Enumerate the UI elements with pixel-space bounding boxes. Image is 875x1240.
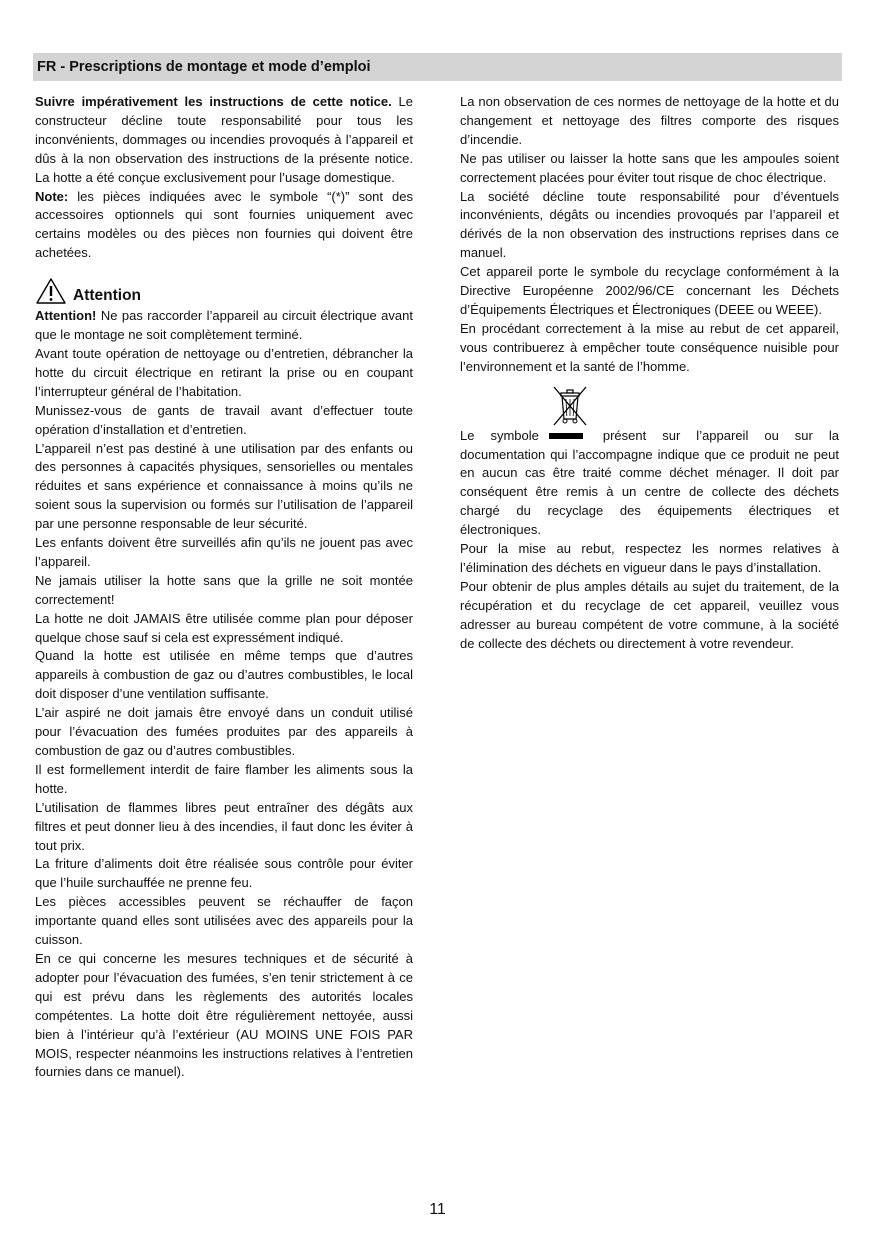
left-paragraph: En ce qui concerne les mesures techniques et de sécurité à adopter pour l’évacuation des fumées, s’en tenir strictement à ce qui est prévu dans les règlements des autorités locales compétentes. La hotte doit être régulièrement nettoyée, aussi bien à l’intérieur qu’à l’extérieur (AU MOINS UNE FOIS PAR MOIS, respecter néanmoins les instructions relatives à l’entretien fournies dans ce manuel).: [35, 950, 413, 1080]
page-number: 11: [429, 1201, 446, 1218]
left-paragraph: La hotte ne doit JAMAIS être utilisée comme plan pour déposer quelque chose sauf si cela est expressément indiqué.: [35, 610, 413, 645]
attention-paragraph: Attention! Ne pas raccorder l’appareil au circuit électrique avant que le montage ne soit complètement terminé.: [35, 308, 413, 343]
left-paragraph: La friture d’aliments doit être réalisée sous contrôle pour éviter que l’huile surchauffée ne prenne feu.: [35, 856, 413, 891]
intro-paragraph: Suivre impérativement les instructions de cette notice. Le constructeur décline toute responsabilité pour tous les inconvénients, dommages ou incendies provoqués à l’appareil et dûs à la non observation des instructions de la présente notice. La hotte a été conçue exclusivement pour l’usage domestique.: [35, 94, 413, 185]
attention-heading: [35, 277, 413, 305]
left-paragraph: Munissez-vous de gants de travail avant d’effectuer toute opération d’installation et d’entretien.: [35, 402, 413, 437]
right-paragraph: Pour obtenir de plus amples détails au sujet du traitement, de la récupération et du recyclage de cet appareil, veuillez vous adresser au bureau compétent de votre commune, à la société de collecte des déchets ou directement à votre revendeur.: [460, 578, 839, 651]
left-paragraph: Quand la hotte est utilisée en même temps que d’autres appareils à combustion de gaz ou d’autres combustibles, le local doit disposer d’une ventilation suffisante.: [35, 648, 413, 702]
right-paragraph: La société décline toute responsabilité pour d’éventuels inconvénients, dégâts ou incendies provoqués par l’appareil et dérivés de la non observation des instructions reprises dans ce manuel.: [460, 188, 839, 261]
weee-bar-icon: [549, 433, 583, 439]
note-paragraph: Note: les pièces indiquées avec le symbole “(*)” sont des accessoires optionnels qui sont fournies uniquement avec certains modèles ou des pièces non fournies qui doivent être achetées.: [35, 188, 413, 261]
right-paragraph: Cet appareil porte le symbole du recyclage conformément à la Directive Européenne 2002/96/CE concernant les Déchets d’Équipements Électriques et Électroniques (DEEE ou WEEE).: [460, 264, 839, 317]
left-paragraph: L’appareil n’est pas destiné à une utilisation par des enfants ou des personnes à capacités physiques, sensorielles ou mentales réduites et sans expérience et connaissance à moins qu’ils ne soient sous la supervision ou formés sur l’utilisation de l’appareil par une personne responsable de leur sécurité.: [35, 440, 413, 532]
section-header: [33, 53, 842, 81]
attention-title: Attention: [73, 287, 142, 305]
section-title: FR - Prescriptions de montage et mode d’emploi: [37, 59, 371, 75]
weee-symbol-block: [460, 385, 839, 427]
right-paragraph: Pour la mise au rebut, respectez les normes relatives à l’élimination des déchets en vigueur dans le pays d’installation.: [460, 541, 839, 575]
right-paragraph: La non observation de ces normes de nettoyage de la hotte et du changement et nettoyage des filtres comporte des risques d’incendie.: [460, 94, 839, 147]
left-column: [35, 93, 413, 1082]
left-paragraph: Les pièces accessibles peuvent se réchauffer de façon importante quand elles sont utilisées avec des appareils pour la cuisson.: [35, 894, 413, 948]
right-paragraph: En procédant correctement à la mise au rebut de cet appareil, vous contribuerez à empêcher toute conséquence nuisible pour l’environnement et la santé de l’homme.: [460, 320, 839, 374]
left-paragraph: Avant toute opération de nettoyage ou d’entretien, débrancher la hotte du circuit électrique en retirant la prise ou en coupant l’interrupteur général de l’habitation.: [35, 345, 413, 399]
left-paragraph: L’air aspiré ne doit jamais être envoyé dans un conduit utilisé pour l’évacuation des fumées produites par des appareils à combustion de gaz ou d’autres combustibles.: [35, 705, 413, 758]
right-paragraph: Ne pas utiliser ou laisser la hotte sans que les ampoules soient correctement placées pour éviter tout risque de choc électrique.: [460, 150, 839, 185]
warning-icon: [35, 277, 67, 305]
right-column: [460, 93, 839, 653]
symbol-paragraph: Le symbole présent sur l’appareil ou sur la documentation qui l’accompagne indique que ce produit ne peut en aucun cas être traité comme déchet ménager. Il doit par conséquent être remis à un centre de collecte des déchets chargé du recyclage des équipements électriques et électroniques.: [460, 427, 839, 538]
left-paragraph: Il est formellement interdit de faire flamber les aliments sous la hotte.: [35, 761, 413, 796]
left-paragraph: L’utilisation de flammes libres peut entraîner des dégâts aux filtres et peut donner lieu à des incendies, il faut donc les éviter à tout prix.: [35, 799, 413, 853]
crossed-out-bin-icon: [550, 385, 590, 427]
left-paragraph: Les enfants doivent être surveillés afin qu’ils ne jouent pas avec l’appareil.: [35, 535, 413, 569]
left-paragraph: Ne jamais utiliser la hotte sans que la grille ne soit montée correctement!: [35, 572, 413, 607]
